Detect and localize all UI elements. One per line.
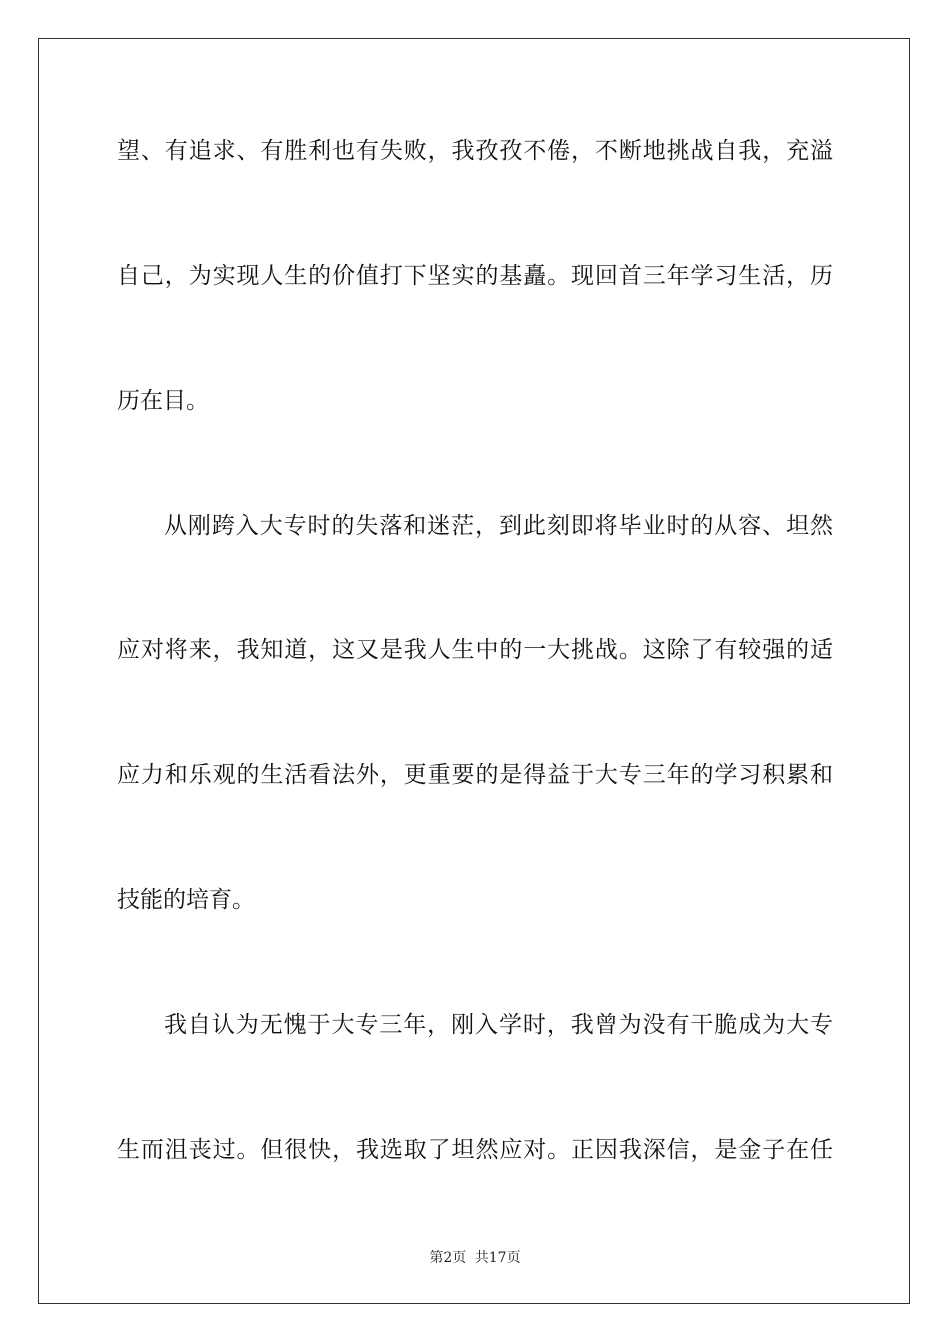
text-line: 望、有追求、有胜利也有失败，我孜孜不倦，不断地挑战自我，充溢: [117, 138, 833, 164]
text-line: 技能的培育。: [117, 887, 255, 913]
text-line: 从刚跨入大专时的失落和迷茫，到此刻即将毕业时的从容、坦然: [164, 513, 833, 539]
text-line: 生而沮丧过。但很快，我选取了坦然应对。正因我深信，是金子在任: [117, 1137, 833, 1163]
text-line: 自己，为实现人生的价值打下坚实的基矗。现回首三年学习生活，历: [117, 263, 833, 289]
page-border: [38, 38, 910, 1304]
text-line: 历在目。: [117, 388, 209, 414]
total-pages-label: 共17页: [474, 1250, 521, 1266]
text-line: 应力和乐观的生活看法外，更重要的是得益于大专三年的学习积累和: [117, 762, 833, 788]
text-line: 应对将来，我知道，这又是我人生中的一大挑战。这除了有较强的适: [117, 637, 833, 663]
page-footer: [0, 1247, 950, 1267]
current-page-label: 第2页: [429, 1250, 467, 1266]
text-line: 我自认为无愧于大专三年，刚入学时，我曾为没有干脆成为大专: [164, 1012, 833, 1038]
